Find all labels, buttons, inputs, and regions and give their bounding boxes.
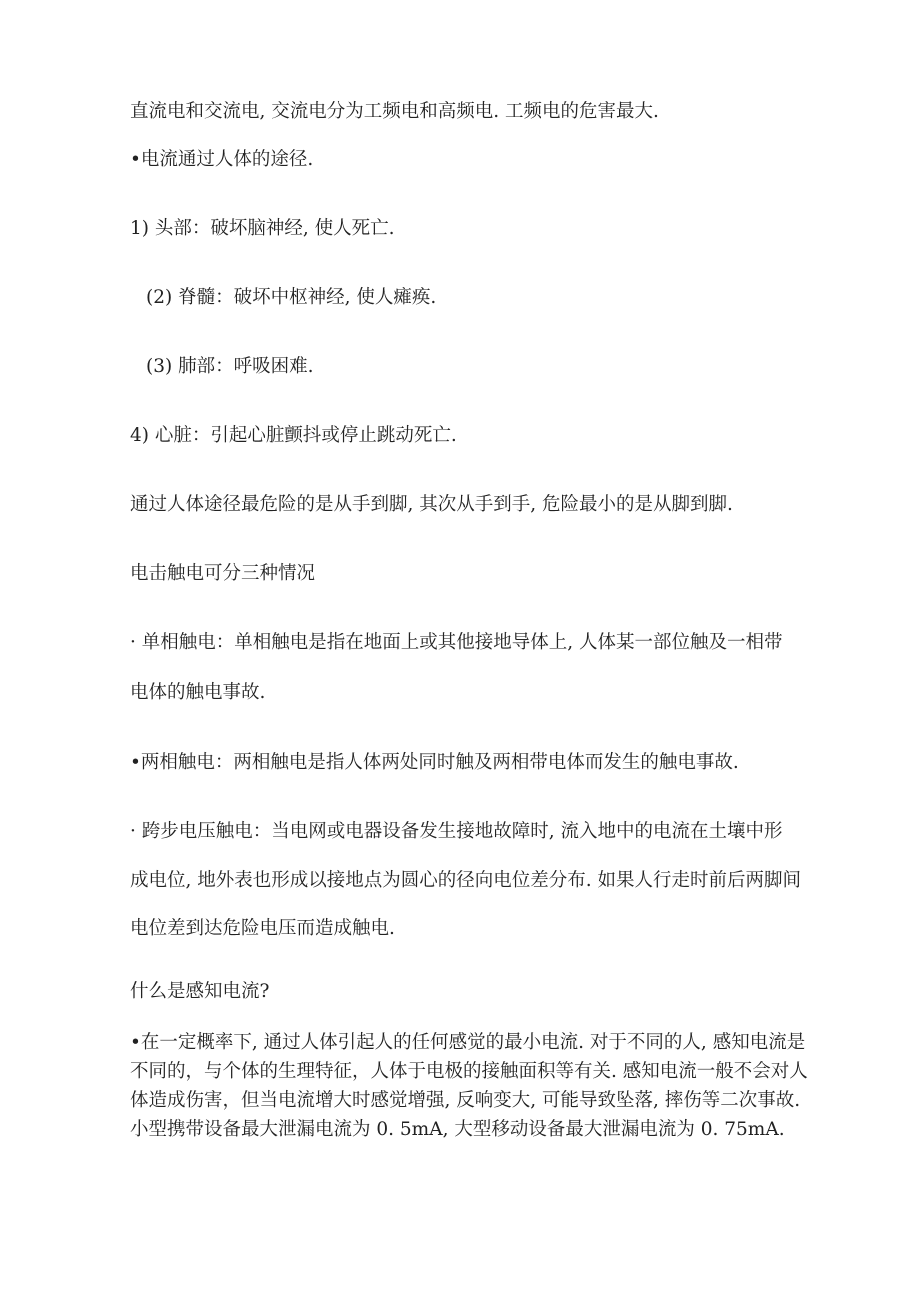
list-item: 4) 心脏：引起心脏颤抖或停止跳动死亡. [130,425,457,446]
paragraph-line: 电体的触电事故. [130,682,266,703]
paragraph-line: · 跨步电压触电：当电网或电器设备发生接地故障时, 流入地中的电流在土壤中形 [130,821,783,842]
list-item: 1) 头部：破坏脑神经, 使人死亡. [130,218,395,239]
section-heading: 什么是感知电流? [130,981,270,1002]
paragraph-line: 体造成伤害，但当电流增大时感觉增强, 反响变大, 可能导致坠落, 摔伤等二次事故. [130,1090,801,1111]
paragraph-line: 小型携带设备最大泄漏电流为 0. 5mA, 大型移动设备最大泄漏电流为 0. 75mA. [130,1119,785,1140]
list-item: (3) 肺部：呼吸困难. [146,356,314,377]
paragraph-line: · 单相触电：单相触电是指在地面上或其他接地导体上, 人体某一部位触及一相带 [130,632,783,653]
list-item: (2) 脊髓：破坏中枢神经, 使人瘫痪. [146,287,437,308]
paragraph-line: •在一定概率下, 通过人体引起人的任何感觉的最小电流. 对于不同的人, 感知电流是 [130,1032,806,1053]
paragraph-line: 成电位, 地外表也形成以接地点为圆心的径向电位差分布. 如果人行走时前后两脚间 [130,870,802,891]
paragraph-line: •两相触电：两相触电是指人体两处同时触及两相带电体而发生的触电事故. [130,752,739,773]
paragraph-line: 电位差到达危险电压而造成触电. [130,918,395,939]
section-heading: 电击触电可分三种情况 [130,563,316,584]
bullet-heading: •电流通过人体的途径. [130,149,314,170]
paragraph-line: 不同的，与个体的生理特征，人体于电极的接触面积等有关. 感知电流一般不会对人 [130,1061,808,1082]
paragraph-line: 通过人体途径最危险的是从手到脚, 其次从手到手, 危险最小的是从脚到脚. [130,494,733,515]
paragraph-line: 直流电和交流电, 交流电分为工频电和高频电. 工频电的危害最大. [130,101,659,122]
